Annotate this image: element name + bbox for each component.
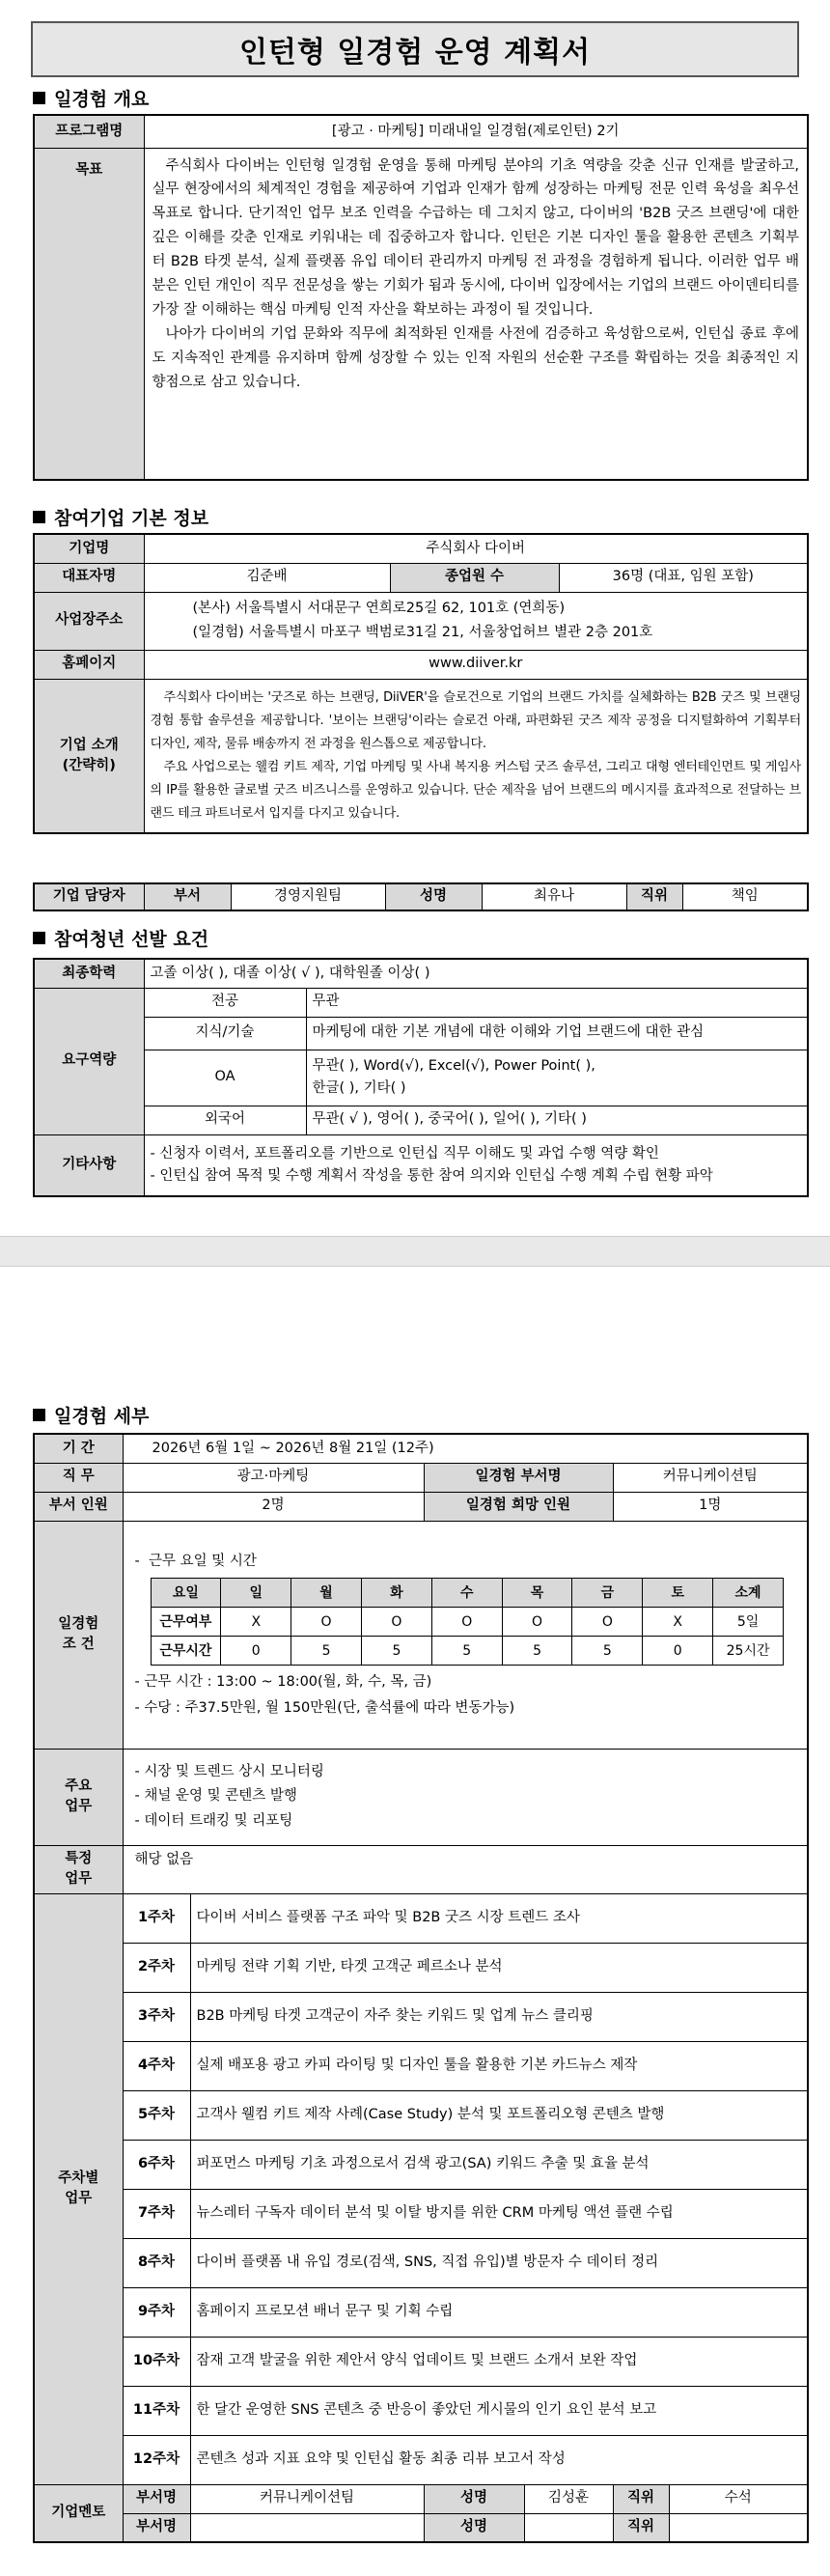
page-separator	[0, 1236, 830, 1267]
schedule-header: 요일	[151, 1579, 221, 1608]
company-name-value: 주식회사 다이버	[144, 534, 808, 563]
condition-heading: - 근무 요일 및 시간	[134, 1554, 257, 1570]
page-1	[0, 0, 830, 1236]
schedule-header: 수	[431, 1579, 502, 1608]
schedule-row-label: 근무여부	[151, 1608, 221, 1637]
main-duty-item: - 데이터 트래킹 및 리포팅	[135, 1809, 802, 1834]
education-label: 최종학력	[34, 959, 144, 988]
homepage-link[interactable]: www.diiver.kr	[144, 650, 808, 679]
headcount-value: 2명	[123, 1492, 424, 1521]
requirements-table	[33, 958, 809, 1197]
square-bullet-icon	[33, 92, 45, 104]
mentor-dept-label: 부서명	[123, 2484, 190, 2513]
week-label: 12주차	[123, 2435, 190, 2484]
major-value: 무관	[306, 988, 808, 1017]
contact-name-value: 최유나	[482, 883, 626, 910]
mentor-dept-value: 커뮤니케이션팀	[190, 2484, 424, 2513]
duty-value: 광고·마케팅	[123, 1463, 424, 1492]
schedule-header: 일	[221, 1579, 291, 1608]
program-value: [광고 · 마케팅] 미래내일 일경험(제로인턴) 2기	[144, 115, 808, 148]
schedule-header: 목	[502, 1579, 572, 1608]
language-label: 외국어	[144, 1106, 306, 1134]
dept-label: 일경험 부서명	[424, 1463, 613, 1492]
goal-label: 목표	[34, 148, 144, 480]
mentor2-dept-label: 부서명	[123, 2513, 190, 2542]
goal-text	[144, 148, 808, 480]
week-label: 8주차	[123, 2238, 190, 2287]
schedule-header: 화	[361, 1579, 431, 1608]
headcount-label: 부서 인원	[34, 1492, 123, 1521]
mentor2-name-label: 성명	[424, 2513, 524, 2542]
document-title: 인턴형 일경험 운영 계획서	[31, 21, 799, 77]
contact-position-label: 직위	[626, 883, 682, 910]
condition-time: - 근무 시간 : 13:00 ~ 18:00(월, 화, 수, 목, 금)	[134, 1674, 432, 1691]
mentor2-position-label: 직위	[613, 2513, 669, 2542]
week-task: B2B 마케팅 타겟 고객군이 자주 찾는 키워드 및 업계 뉴스 클리핑	[190, 1992, 808, 2041]
mentor-name-value: 김성훈	[524, 2484, 613, 2513]
mentor-name-label: 성명	[424, 2484, 524, 2513]
goal-paragraph-2: 나아가 다이버의 기업 문화와 직무에 최적화된 인재를 사전에 검증하고 육성함으로써, 인턴십 종료 후에도 지속적인 관계를 유지하며 함께 성장할 수 있는 인적 자원의 선순환 구조를 확립하는 것을 최종적인 지향점으로 삼고 있습니다.	[152, 326, 799, 390]
condition-pay: - 수당 : 주37.5만원, 월 150만원(단, 출석률에 따라 변동가능)	[134, 1699, 515, 1716]
week-label: 2주차	[123, 1943, 190, 1992]
schedule-cell: O	[291, 1608, 362, 1637]
address-label: 사업장주소	[34, 592, 144, 650]
address-work: (일경험) 서울특별시 마포구 백범로31길 21, 서울창업허브 별관 2층 201호	[192, 625, 653, 640]
schedule-header: 소계	[713, 1579, 784, 1608]
week-task: 다이버 서비스 플랫폼 구조 파악 및 B2B 굿즈 시장 트렌드 조사	[190, 1893, 808, 1943]
week-label: 7주차	[123, 2189, 190, 2238]
schedule-cell: O	[502, 1608, 572, 1637]
contact-dept-label: 부서	[144, 883, 231, 910]
company-name-label: 기업명	[34, 534, 144, 563]
week-label: 6주차	[123, 2140, 190, 2189]
week-task: 다이버 플랫폼 내 유입 경로(검색, SNS, 직접 유입)별 방문자 수 데이터 정리	[190, 2238, 808, 2287]
week-label: 11주차	[123, 2386, 190, 2435]
other-item: - 인턴십 참여 목적 및 수행 계획서 작성을 통한 참여 의지와 인턴십 수행 계획 수립 현황 파악	[151, 1165, 802, 1187]
contact-position-value: 책임	[682, 883, 808, 910]
education-value: 고졸 이상( ), 대졸 이상( √ ), 대학원졸 이상( )	[144, 959, 808, 988]
week-task: 고객사 웰컴 키트 제작 사례(Case Study) 분석 및 포트폴리오형 콘텐츠 발행	[190, 2090, 808, 2140]
competency-label: 요구역량	[34, 988, 144, 1134]
period-value: 2026년 6월 1일 ~ 2026년 8월 21일 (12주)	[123, 1434, 808, 1463]
contact-table	[33, 882, 809, 911]
homepage-label: 홈페이지	[34, 650, 144, 679]
week-label: 1주차	[123, 1893, 190, 1943]
schedule-cell: O	[431, 1608, 502, 1637]
address-hq: (본사) 서울특별시 서대문구 연희로25길 62, 101호 (연희동)	[192, 601, 566, 617]
mentor-position-value: 수석	[669, 2484, 808, 2513]
mentor2-name-value	[524, 2513, 613, 2542]
special-duty-value: 해당 없음	[123, 1845, 808, 1893]
section-heading-requirements: 참여청년 선발 요건	[33, 925, 208, 951]
schedule-header: 금	[572, 1579, 643, 1608]
schedule-table	[151, 1578, 785, 1666]
square-bullet-icon	[33, 932, 45, 944]
main-duty-list	[123, 1749, 808, 1845]
mentor2-dept-value	[190, 2513, 424, 2542]
mentor-label: 기업멘토	[34, 2484, 123, 2542]
week-task: 한 달간 운영한 SNS 콘텐츠 중 반응이 좋았던 게시물의 인기 요인 분석 보고	[190, 2386, 808, 2435]
contact-label: 기업 담당자	[34, 883, 144, 910]
other-value	[144, 1134, 808, 1196]
section-heading-company: 참여기업 기본 정보	[33, 504, 208, 530]
weekly-label: 주차별 업무	[34, 1893, 123, 2484]
knowledge-value: 마케팅에 대한 기본 개념에 대한 이해와 기업 브랜드에 대한 관심	[306, 1017, 808, 1050]
schedule-cell: 5	[502, 1637, 572, 1666]
main-duty-item: - 시장 및 트렌드 상시 모니터링	[135, 1760, 802, 1784]
schedule-cell: X	[221, 1608, 291, 1637]
program-label: 프로그램명	[34, 115, 144, 148]
intro-text	[144, 679, 808, 833]
schedule-cell: 5	[291, 1637, 362, 1666]
schedule-cell: 5일	[713, 1608, 784, 1637]
intro-paragraph-1: 주식회사 다이버는 '굿즈로 하는 브랜딩, DiiVER'을 슬로건으로 기업의 브랜드 가치를 실체화하는 B2B 굿즈 및 브랜딩 경험 통합 솔루션을 제공합니다. '보이는 브랜딩'이라는 슬로건 아래, 파편화된 굿즈 제작 공정을 디지털화하여 기획부터 디자인, 제작, 물류 배송까지 전 과정을 원스톱으로 제공합니다.	[150, 689, 801, 751]
company-table	[33, 533, 809, 834]
special-duty-label: 특정 업무	[34, 1845, 123, 1893]
mentor2-position-value	[669, 2513, 808, 2542]
schedule-header: 토	[643, 1579, 713, 1608]
other-label: 기타사항	[34, 1134, 144, 1196]
mentor-position-label: 직위	[613, 2484, 669, 2513]
contact-name-label: 성명	[385, 883, 482, 910]
week-label: 9주차	[123, 2287, 190, 2337]
overview-table	[33, 114, 809, 481]
ceo-label: 대표자명	[34, 563, 144, 592]
period-label: 기 간	[34, 1434, 123, 1463]
schedule-cell: 0	[643, 1637, 713, 1666]
dept-value: 커뮤니케이션팀	[613, 1463, 808, 1492]
intro-paragraph-2: 주요 사업으로는 웰컴 키트 제작, 기업 마케팅 및 사내 복지용 커스텀 굿즈 솔루션, 그리고 대형 엔터테인먼트 및 게임사의 IP를 활용한 글로벌 굿즈 비즈니스를 운영하고 있습니다. 단순 제작을 넘어 브랜드의 메시지를 효과적으로 전달하는 브랜드 테크 파트너로서 입지를 다지고 있습니다.	[150, 759, 801, 821]
goal-paragraph-1: 주식회사 다이버는 인턴형 일경험 운영을 통해 마케팅 분야의 기초 역량을 갖춘 신규 인재를 발굴하고, 실무 현장에서의 체계적인 경험을 제공하여 기업과 인재가 함께 성장하는 마케팅 전문 인력 육성을 최우선 목표로 합니다. 단기적인 업무 보조 인력을 수급하는 데 그치지 않고, 다이버의 'B2B 굿즈 브랜딩'에 대한 깊은 이해를 갖춘 인재로 키워내는 데 집중하고자 합니다. 인턴은 기본 디자인 툴을 활용한 콘텐츠 기획부터 B2B 타겟 분석, 실제 플랫폼 유입 데이터 관리까지 마케팅 전 과정을 경험하게 됩니다. 이러한 업무 배분은 인턴 개인이 직무 전문성을 쌓는 기회가 됨과 동시에, 다이버 입장에서는 기업의 브랜드 아이덴티티를 가장 잘 이해하는 핵심 마케팅 인적 자산을 확보하는 과정이 될 것입니다.	[152, 157, 799, 319]
schedule-cell: X	[643, 1608, 713, 1637]
section-heading-overview: 일경험 개요	[33, 85, 149, 111]
schedule-cell: 5	[361, 1637, 431, 1666]
address-value	[144, 592, 808, 650]
main-duty-label: 주요 업무	[34, 1749, 123, 1845]
duty-label: 직 무	[34, 1463, 123, 1492]
week-task: 마케팅 전략 기획 기반, 타겟 고객군 페르소나 분석	[190, 1943, 808, 1992]
intro-label: 기업 소개 (간략히)	[34, 679, 144, 833]
contact-dept-value: 경영지원팀	[231, 883, 385, 910]
schedule-cell: 5	[431, 1637, 502, 1666]
schedule-cell: 25시간	[713, 1637, 784, 1666]
language-value: 무관( √ ), 영어( ), 중국어( ), 일어( ), 기타( )	[306, 1106, 808, 1134]
schedule-cell: 0	[221, 1637, 291, 1666]
hope-label: 일경험 희망 인원	[424, 1492, 613, 1521]
major-label: 전공	[144, 988, 306, 1017]
schedule-cell: O	[361, 1608, 431, 1637]
week-task: 잠재 고객 발굴을 위한 제안서 양식 업데이트 및 브랜드 소개서 보완 작업	[190, 2337, 808, 2386]
week-label: 4주차	[123, 2041, 190, 2090]
week-label: 10주차	[123, 2337, 190, 2386]
week-task: 퍼포먼스 마케팅 기초 과정으로서 검색 광고(SA) 키워드 추출 및 효율 분석	[190, 2140, 808, 2189]
square-bullet-icon	[33, 1409, 45, 1421]
week-label: 3주차	[123, 1992, 190, 2041]
week-task: 콘텐츠 성과 지표 요약 및 인턴십 활동 최종 리뷰 보고서 작성	[190, 2435, 808, 2484]
details-table	[33, 1433, 809, 2543]
square-bullet-icon	[33, 511, 45, 523]
section-heading-details: 일경험 세부	[33, 1402, 149, 1428]
week-task: 실제 배포용 광고 카피 라이팅 및 디자인 툴을 활용한 기본 카드뉴스 제작	[190, 2041, 808, 2090]
schedule-cell: 5	[572, 1637, 643, 1666]
condition-label: 일경험 조 건	[34, 1521, 123, 1749]
employee-count-label: 종업원 수	[390, 563, 559, 592]
ceo-value: 김준배	[144, 563, 390, 592]
schedule-cell: O	[572, 1608, 643, 1637]
hope-value: 1명	[613, 1492, 808, 1521]
oa-value: 무관( ), Word(√), Excel(√), Power Point( ), 한글( ), 기타( )	[306, 1050, 808, 1106]
schedule-header: 월	[291, 1579, 362, 1608]
oa-label: OA	[144, 1050, 306, 1106]
employee-count-value: 36명 (대표, 임원 포함)	[559, 563, 808, 592]
schedule-row-label: 근무시간	[151, 1637, 221, 1666]
schedule-wrapper	[135, 1574, 796, 1669]
condition-content	[123, 1521, 808, 1749]
main-duty-item: - 채널 운영 및 콘텐츠 발행	[135, 1784, 802, 1808]
page-2	[0, 1267, 830, 2576]
week-task: 홈페이지 프로모션 배너 문구 및 기획 수립	[190, 2287, 808, 2337]
other-item: - 신청자 이력서, 포트폴리오를 기반으로 인턴십 직무 이해도 및 과업 수행 역량 확인	[151, 1143, 802, 1164]
knowledge-label: 지식/기술	[144, 1017, 306, 1050]
week-task: 뉴스레터 구독자 데이터 분석 및 이탈 방지를 위한 CRM 마케팅 액션 플랜 수립	[190, 2189, 808, 2238]
week-label: 5주차	[123, 2090, 190, 2140]
